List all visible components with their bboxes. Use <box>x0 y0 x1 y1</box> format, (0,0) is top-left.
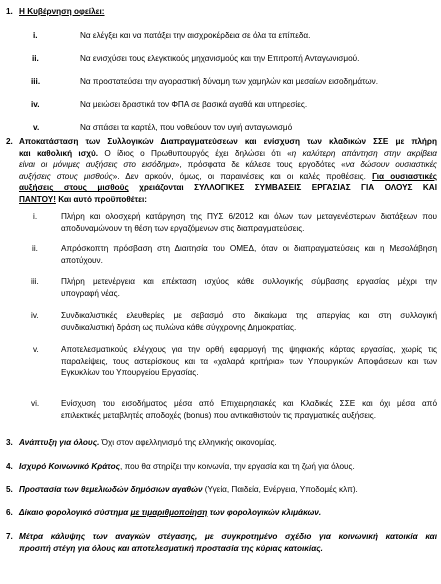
emphasis: και καθολική ισχύ. <box>19 148 99 158</box>
emphasis: Και αυτό προϋποθέτει: <box>55 194 148 204</box>
section-3-text <box>19 437 277 449</box>
text-line: παραλείψεις, τους αστερίσκους και τα «χαλαρά κριτήρια» των Υπουργικών Αποφάσεων και των <box>61 356 437 366</box>
quote: η καλύτερη απάντηση στην ακρίβεια <box>291 148 437 158</box>
section-2-number: 2. <box>6 137 13 146</box>
section-2-line <box>19 148 437 160</box>
list-item-text: Να ελέγξει και να πατάξει την αισχροκέρδεια σε όλα τα επίπεδα. <box>80 31 311 40</box>
section-2-line <box>19 194 437 206</box>
text-line: επιλεκτικές μεταβλητές αποδοχές (bonus) που αντικαθιστούν τις πραγματικές αυξήσεις. <box>61 410 377 420</box>
emphasis: ΠΑΝΤΟΥ! <box>19 194 56 204</box>
section-4-text <box>19 461 355 473</box>
section-5-number: 5. <box>6 485 13 494</box>
text-line: συνδικαλιστική δράση ως πυλώνα κάθε σύγχρονης Δημοκρατίας. <box>61 322 297 332</box>
quote: αυξήσεις στους μισθούς <box>19 171 113 181</box>
emphasis: Ανάπτυξη για όλους. <box>19 438 100 447</box>
text-line: Απρόσκοπτη πρόσβαση στη Διαιτησία του ΟΜΕΔ, όταν οι διαπραγματεύσεις και η Μεσολάβηση <box>61 244 437 253</box>
list-item-number: iv. <box>31 311 39 320</box>
section-7-text <box>19 531 437 554</box>
text: Ο ίδιος ο Πρωθυπουργός έχει δηλώσει ότι « <box>98 148 292 158</box>
list-item-number: iv. <box>31 100 40 109</box>
text-line: προσιτή στέγη για όλους και αποτελεσματική προστασία της κύριας κατοικίας. <box>19 543 323 553</box>
list-item-text <box>61 243 437 266</box>
list-item-text <box>61 310 437 333</box>
emphasis: των φορολογικών κλιμάκων. <box>207 508 322 517</box>
text: (Υγεία, Παιδεία, Ενέργεια, Υποδομές κλπ). <box>202 485 358 494</box>
text-line: υπογραφή νέας. <box>61 288 120 298</box>
text: », πρόσφατα δε κάλεσε τους εργοδότες « <box>174 160 346 170</box>
list-item-number: v. <box>33 345 39 354</box>
list-item-number: vi. <box>31 399 40 408</box>
quote: να δώσουν ουσιαστικές <box>345 160 438 170</box>
emphasis: Ισχυρό Κοινωνικό Κράτος <box>19 462 121 471</box>
text-line: αποτύχουν. <box>61 255 103 265</box>
list-item-text <box>61 344 437 379</box>
list-item-number: i. <box>33 31 38 40</box>
section-2-line <box>19 159 437 171</box>
section-3-number: 3. <box>6 438 13 447</box>
section-6-text <box>19 507 321 519</box>
section-6-number: 6. <box>6 508 13 517</box>
text-line: Ενίσχυση του εισοδήματος μέσα από Επιχειρησιακές και Κλαδικές ΣΣΕ και όχι μέσα από <box>61 399 437 408</box>
text-line: Μέτρα κάλυψης των αναγκών στέγασης, με συγκροτημένο σχέδιο για κοινωνική κατοικία και <box>19 532 437 541</box>
list-item-number: ii. <box>32 244 38 253</box>
list-item-text: Να ενισχύσει τους ελεγκτικούς μηχανισμούς και την Επιτροπή Ανταγωνισμού. <box>80 54 360 63</box>
section-1-number: 1. <box>6 7 13 16</box>
text-line: Αποτελεσματικούς ελέγχους για την ορθή εφαρμογή της ψηφιακής κάρτας εργασίας, χωρίς τις <box>61 345 437 354</box>
emphasis: χρειάζονται ΣΥΛΛΟΓΙΚΕΣ ΣΥΜΒΑΣΕΙΣ ΕΡΓΑΣΙΑΣ ΓΙΑ ΟΛΟΥΣ ΚΑΙ <box>128 183 437 193</box>
text: ». Δεν αρκούν, όμως, οι παραινέσεις και οι καλές προθέσεις. <box>112 171 373 181</box>
list-item-number: v. <box>33 123 40 132</box>
text: , που θα στηρίζει την κοινωνία, την εργασία και τη ζωή για όλους. <box>120 462 355 471</box>
text-line: Εγκυκλίων του Υπουργείου Εργασίας. <box>61 368 199 378</box>
text-line: Συνδικαλιστικές ελευθερίες με σεβασμό στο δικαίωμα της απεργίας και στη συλλογική <box>61 311 437 320</box>
list-item-text: Να προστατεύσει την αγοραστική δύναμη των χαμηλών και μεσαίων εισοδημάτων. <box>80 77 378 86</box>
list-item-number: iii. <box>31 277 39 286</box>
section-5-text <box>19 484 358 496</box>
emphasis: Προστασία των θεμελιωδών δημόσιων αγαθών <box>19 485 203 494</box>
list-item-text: Να σπάσει τα καρτέλ, που νοθεύουν τον υγιή ανταγωνισμό <box>80 123 293 132</box>
section-4-number: 4. <box>6 462 13 471</box>
emphasis: αυξήσεις στους μισθούς <box>19 183 129 193</box>
text: Όχι στον αφελληνισμό της ελληνικής οικονομίας. <box>99 438 277 447</box>
list-item-number: iii. <box>31 77 41 86</box>
emphasis: Για ουσιαστικές <box>372 171 437 181</box>
section-2-intro <box>19 136 437 206</box>
section-1-title: Η Κυβέρνηση οφείλει: <box>19 7 105 16</box>
section-7-number: 7. <box>6 532 13 541</box>
list-item-number: i. <box>33 212 38 221</box>
list-item-text <box>61 398 437 421</box>
list-item-text <box>61 276 437 299</box>
text-line: Πλήρη και ολοσχερή κατάργηση της ΠΥΣ 6/2012 και όλων των μεταγενέστερων διατάξεων που <box>61 212 437 221</box>
section-2-line <box>19 182 437 194</box>
quote: είναι οι μόνιμες αυξήσεις στο εισόδημα <box>19 160 175 170</box>
list-item-text: Να μειώσει δραστικά τον ΦΠΑ σε βασικά αγαθά και υπηρεσίες. <box>80 100 308 109</box>
list-item-number: ii. <box>32 54 39 63</box>
text-line: αποδυναμώνουν τη θέση των εργαζόμενων στις διαπραγματεύσεις. <box>61 223 305 233</box>
section-2-line: Αποκατάσταση των Συλλογικών Διαπραγματεύσεων και ενίσχυση των κλαδικών ΣΣΕ με πλήρη <box>19 137 437 146</box>
section-2-line <box>19 171 437 183</box>
text-line: Πλήρη μετενέργεια και επέκταση ισχύος κάθε συλλογικής σύμβασης εργασίας μέχρι την <box>61 277 437 286</box>
emphasis: με τιμαριθμοποίηση <box>130 508 208 517</box>
list-item-text <box>61 211 437 234</box>
emphasis: Δίκαιο φορολογικό σύστημα <box>19 508 131 517</box>
